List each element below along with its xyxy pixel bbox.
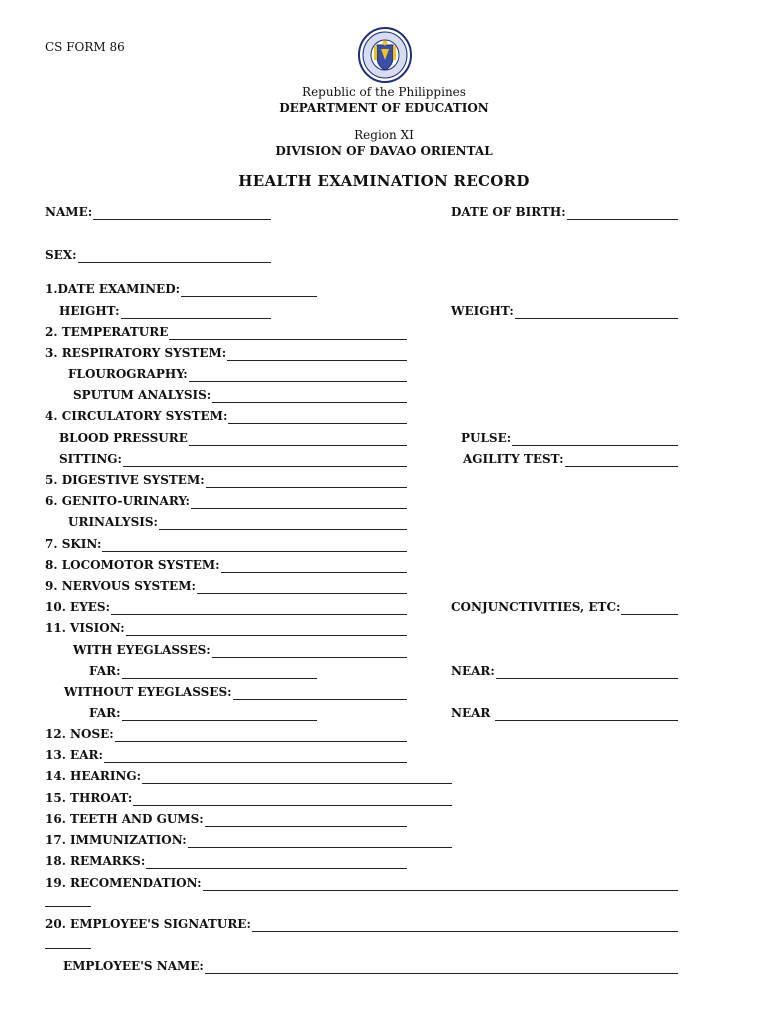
circulatory-label: 4. CIRCULATORY SYSTEM: — [45, 409, 228, 423]
sitting-label: SITTING: — [59, 452, 122, 466]
immunization-field[interactable] — [45, 832, 452, 848]
ear-label: 13. EAR: — [45, 748, 103, 762]
nose-line[interactable] — [115, 727, 407, 742]
form-code: CS FORM 86 — [45, 40, 125, 54]
conjunctivities-label: CONJUNCTIVITIES, ETC: — [451, 600, 621, 614]
teeth-label: 16. TEETH AND GUMS: — [45, 812, 204, 826]
blood-pressure-label: BLOOD PRESSURE — [59, 431, 188, 445]
temperature-field[interactable] — [45, 324, 407, 340]
sputum-field[interactable] — [73, 387, 407, 403]
flourography-field[interactable] — [68, 366, 407, 382]
respiratory-line[interactable] — [227, 346, 407, 361]
recommendation-line[interactable] — [203, 876, 678, 891]
near-line-2[interactable] — [495, 706, 678, 721]
locomotor-label: 8. LOCOMOTOR SYSTEM: — [45, 558, 220, 572]
skin-field[interactable] — [45, 536, 407, 552]
signature-label: 20. EMPLOYEE'S SIGNATURE: — [45, 917, 251, 931]
blood-pressure-field[interactable] — [59, 430, 407, 446]
height-line[interactable] — [121, 304, 271, 319]
sex-label: SEX: — [45, 248, 77, 262]
nervous-label: 9. NERVOUS SYSTEM: — [45, 579, 196, 593]
nervous-field[interactable] — [45, 578, 407, 594]
near-label-1: NEAR: — [451, 664, 495, 678]
dob-label: DATE OF BIRTH: — [451, 205, 566, 219]
ear-line[interactable] — [104, 748, 407, 763]
without-eyeglasses-label: WITHOUT EYEGLASSES: — [64, 685, 232, 699]
eyes-label: 10. EYES: — [45, 600, 111, 614]
conjunctivities-line[interactable] — [621, 600, 678, 615]
sputum-line[interactable] — [212, 388, 407, 403]
with-eyeglasses-label: WITH EYEGLASSES: — [73, 643, 211, 657]
remarks-label: 18. REMARKS: — [45, 854, 146, 868]
employee-name-line[interactable] — [205, 959, 678, 974]
with-eyeglasses-line[interactable] — [212, 643, 407, 658]
dob-field[interactable] — [451, 204, 678, 220]
agility-field[interactable] — [463, 451, 678, 467]
skin-line[interactable] — [102, 537, 407, 552]
throat-label: 15. THROAT: — [45, 791, 133, 805]
vision-line[interactable] — [126, 621, 407, 636]
nose-field[interactable] — [45, 726, 407, 742]
vision-field[interactable] — [45, 620, 407, 636]
without-eyeglasses-field[interactable] — [64, 684, 407, 700]
eyes-line[interactable] — [111, 600, 407, 615]
far-label-1: FAR: — [89, 664, 121, 678]
throat-line[interactable] — [133, 791, 452, 806]
name-field[interactable] — [45, 204, 271, 220]
pulse-label: PULSE: — [461, 431, 512, 445]
recommendation-label: 19. RECOMENDATION: — [45, 876, 202, 890]
eyes-field[interactable] — [45, 599, 407, 615]
form-title: HEALTH EXAMINATION RECORD — [238, 172, 530, 190]
name-label: NAME: — [45, 205, 93, 219]
hearing-line[interactable] — [142, 769, 452, 784]
far-line-2[interactable] — [122, 706, 317, 721]
hearing-label: 14. HEARING: — [45, 769, 142, 783]
far-label-2: FAR: — [89, 706, 121, 720]
agility-label: AGILITY TEST: — [463, 452, 564, 466]
hearing-field[interactable] — [45, 768, 452, 784]
weight-line[interactable] — [515, 304, 678, 319]
sex-line[interactable] — [78, 248, 271, 263]
weight-field[interactable] — [451, 303, 678, 319]
immunization-label: 17. IMMUNIZATION: — [45, 833, 187, 847]
urinalysis-line[interactable] — [159, 515, 407, 530]
genito-label: 6. GENITO-URINARY: — [45, 494, 190, 508]
with-eyeglasses-field[interactable] — [73, 642, 407, 658]
name-line[interactable] — [93, 205, 271, 220]
sitting-line[interactable] — [123, 452, 407, 467]
nose-label: 12. NOSE: — [45, 727, 114, 741]
flourography-label: FLOUROGRAPHY: — [68, 367, 188, 381]
sputum-label: SPUTUM ANALYSIS: — [73, 388, 212, 402]
locomotor-line[interactable] — [221, 558, 407, 573]
digestive-field[interactable] — [45, 472, 407, 488]
temperature-line[interactable] — [169, 325, 407, 340]
urinalysis-label: URINALYSIS: — [68, 515, 158, 529]
recommendation-continuation-line[interactable] — [45, 906, 91, 907]
agility-line[interactable] — [565, 452, 678, 467]
conjunctivities-field[interactable] — [451, 599, 678, 615]
near-label-2: NEAR — [451, 706, 491, 720]
date-examined-label: 1.DATE EXAMINED: — [45, 282, 181, 296]
sitting-field[interactable] — [59, 451, 407, 467]
locomotor-field[interactable] — [45, 557, 407, 573]
near-field-2[interactable] — [451, 705, 678, 721]
pulse-field[interactable] — [461, 430, 678, 446]
signature-field[interactable] — [45, 916, 678, 932]
immunization-line[interactable] — [188, 833, 452, 848]
pulse-line[interactable] — [512, 431, 678, 446]
division-line: DIVISION OF DAVAO ORIENTAL — [275, 144, 493, 158]
far-field-2[interactable] — [89, 705, 317, 721]
throat-field[interactable] — [45, 790, 452, 806]
date-examined-line[interactable] — [181, 282, 317, 297]
ear-field[interactable] — [45, 747, 407, 763]
nervous-line[interactable] — [197, 579, 407, 594]
respiratory-label: 3. RESPIRATORY SYSTEM: — [45, 346, 227, 360]
blood-pressure-line[interactable] — [189, 431, 407, 446]
far-field-1[interactable] — [89, 663, 317, 679]
without-eyeglasses-line[interactable] — [233, 685, 407, 700]
height-field[interactable] — [59, 303, 271, 319]
teeth-line[interactable] — [205, 812, 407, 827]
department-line: DEPARTMENT OF EDUCATION — [279, 101, 489, 115]
employee-name-field[interactable] — [63, 958, 678, 974]
circulatory-field[interactable] — [45, 408, 407, 424]
dob-line[interactable] — [567, 205, 678, 220]
remarks-line[interactable] — [146, 854, 407, 869]
signature-continuation-line[interactable] — [45, 948, 91, 949]
urinalysis-field[interactable] — [68, 514, 407, 530]
near-field-1[interactable] — [451, 663, 678, 679]
circulatory-line[interactable] — [228, 409, 407, 424]
signature-line[interactable] — [252, 917, 678, 932]
far-line-1[interactable] — [122, 664, 317, 679]
respiratory-field[interactable] — [45, 345, 407, 361]
digestive-line[interactable] — [206, 473, 407, 488]
recommendation-field[interactable] — [45, 875, 678, 891]
republic-line: Republic of the Philippines — [302, 85, 466, 99]
sex-field[interactable] — [45, 247, 271, 263]
genito-field[interactable] — [45, 493, 407, 509]
height-label: HEIGHT: — [59, 304, 120, 318]
genito-line[interactable] — [191, 494, 407, 509]
vision-label: 11. VISION: — [45, 621, 125, 635]
date-examined-field[interactable] — [45, 281, 317, 297]
region-line: Region XI — [354, 128, 414, 142]
flourography-line[interactable] — [189, 367, 407, 382]
temperature-label: 2. TEMPERATURE — [45, 325, 169, 339]
remarks-field[interactable] — [45, 853, 407, 869]
digestive-label: 5. DIGESTIVE SYSTEM: — [45, 473, 205, 487]
skin-label: 7. SKIN: — [45, 537, 102, 551]
weight-label: WEIGHT: — [451, 304, 514, 318]
teeth-field[interactable] — [45, 811, 407, 827]
near-line-1[interactable] — [496, 664, 678, 679]
employee-name-label: EMPLOYEE'S NAME: — [63, 959, 204, 973]
deped-seal-logo — [348, 26, 422, 84]
